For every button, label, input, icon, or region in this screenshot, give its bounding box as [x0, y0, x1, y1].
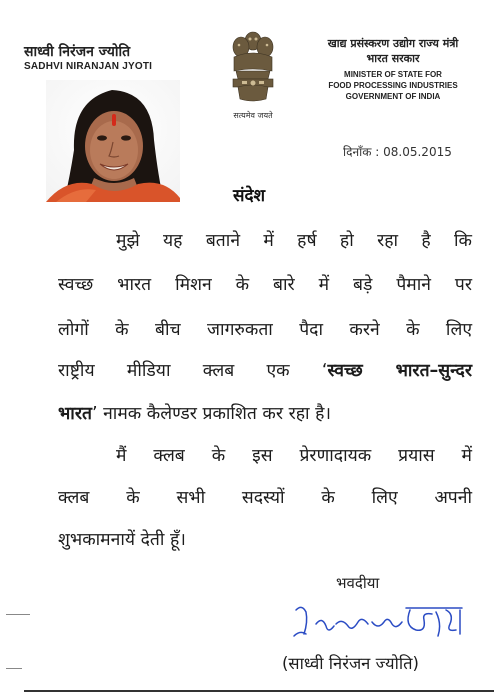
campaign-title-part1: स्वच्छ भारत–सुन्दर	[327, 361, 472, 381]
handwritten-signature	[292, 600, 472, 646]
scan-mark	[6, 614, 30, 615]
letter-date: दिनाँक : 08.05.2015	[343, 145, 452, 159]
body-line-6: मैं क्लब के इस प्रेरणादायक प्रयास में	[116, 446, 472, 466]
body-line-5	[58, 401, 472, 425]
minister-name-hindi: साध्वी निरंजन ज्योति	[24, 44, 131, 60]
body-line-3: लोगों के बीच जागरुकता पैदा करने के लिए	[58, 320, 472, 340]
office-english-line2: FOOD PROCESSING INDUSTRIES	[328, 81, 458, 90]
body-line-8: शुभकामनायें देती हूँ।	[58, 530, 186, 550]
body-line-1: मुझे यह बताने में हर्ष हो रहा है कि	[116, 231, 472, 251]
signatory-name: (साध्वी निरंजन ज्योति)	[282, 654, 419, 673]
office-english-line3: GOVERNMENT OF INDIA	[345, 92, 441, 101]
office-block	[293, 36, 493, 102]
footer-rule	[24, 690, 494, 692]
emblem-motto: सत्यमेव जयते	[233, 111, 273, 120]
body-line-5-text: ’ नामक कैलेण्डर प्रकाशित कर रहा है।	[91, 404, 332, 424]
scan-mark	[6, 668, 22, 669]
campaign-title-part2: भारत	[58, 404, 92, 424]
body-line-4-text: राष्ट्रीय मीडिया क्लब एक ‘	[58, 361, 328, 381]
body-line-2: स्वच्छ भारत मिशन के बारे में बड़े पैमाने पर	[58, 275, 472, 295]
office-english-line1: MINISTER OF STATE FOR	[344, 70, 442, 79]
message-heading: संदेश	[232, 186, 266, 206]
closing-salutation: भवदीया	[336, 574, 380, 592]
office-hindi-line2: भारत सरकार	[366, 52, 420, 65]
office-hindi-line1: खाद्य प्रसंस्करण उद्योग राज्य मंत्री	[327, 37, 459, 50]
lion-capital-icon	[222, 27, 284, 109]
minister-name-english: SADHVI NIRANJAN JYOTI	[24, 61, 153, 72]
body-line-4	[58, 358, 472, 382]
body-line-7: क्लब के सभी सदस्यों के लिए अपनी	[58, 488, 472, 508]
